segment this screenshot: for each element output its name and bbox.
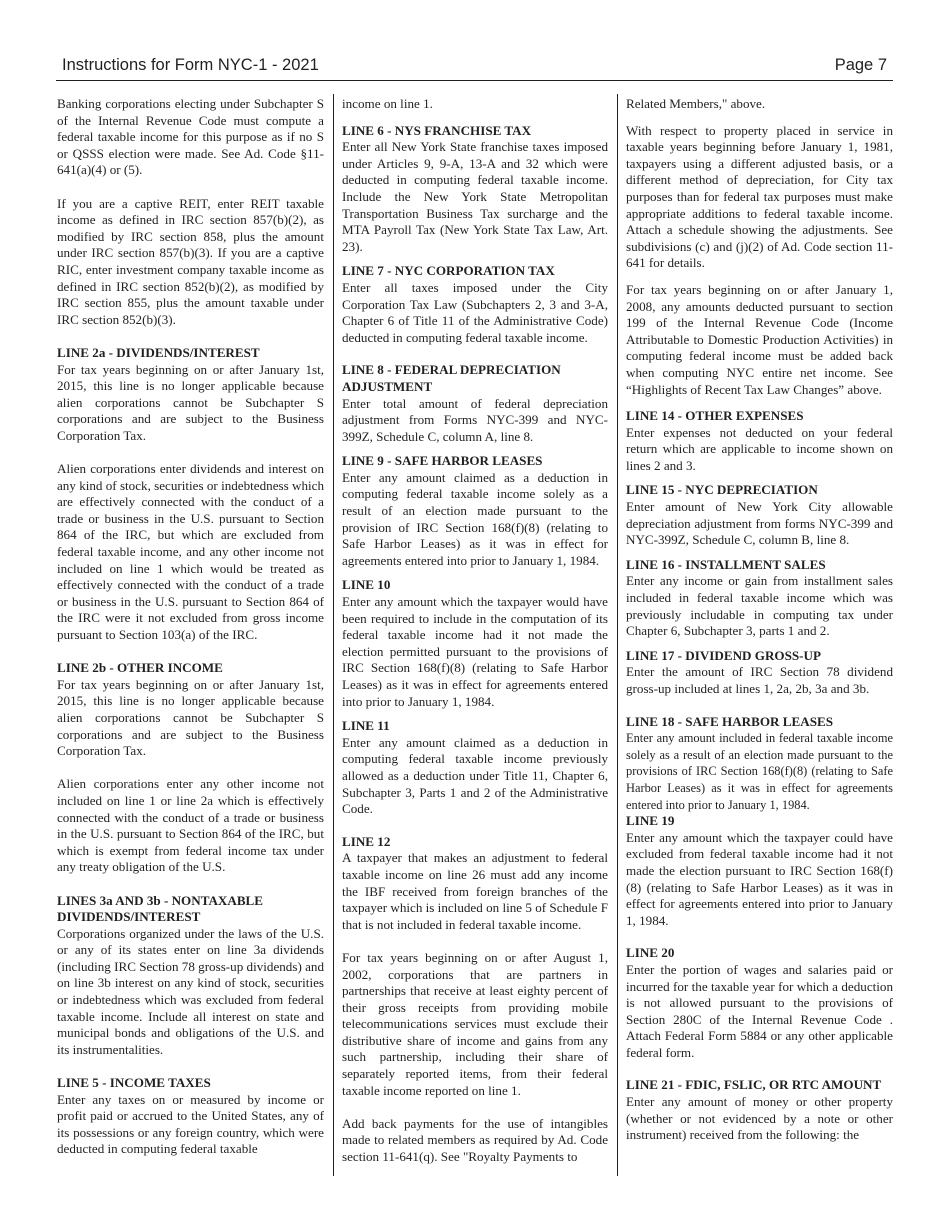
section-heading: LINE 15 - NYC DEPRECIATION (626, 482, 818, 498)
paragraph: Enter any amount which the taxpayer would have been required to include in the computation of its federal taxable income had it not made the election permitted pursuant to the provisions of IRC Section 168(f)(8) (relating to Safe Harbor Leases) as it was in effect for agreements entered into prior to January 1, 1984. (342, 594, 608, 709)
section-lines-3a-3b (57, 893, 324, 1059)
paragraph: Enter any amount which the taxpayer could have excluded from federal taxable income had it not made the election pursuant to IRC Section 168(f)(8) (relating to Safe Harbor Leases) as it was in effect for agreements entered into prior to January 1, 1984. (626, 829, 893, 928)
section-line-16 (626, 557, 893, 640)
paragraph: If you are a captive REIT, enter REIT taxable income as defined in IRC section 857(b)(2), as modified by IRC section 858, plus the amount under IRC section 857(b)(3). If you are a captive RIC, enter investment company taxable income as defined in IRC section 852(b)(2), as modified by IRC section 855, plus the amount taxable under IRC section 852(b)(3). (57, 195, 324, 327)
paragraph: Enter any amount included in federal taxable income solely as a result of an election made pursuant to the provisions of IRC Section 168(f)(8) (relating to Safe Harbor Leases) as it was in effect for agreements entered into prior to January 1, 1984. (626, 731, 893, 812)
paragraph: Corporations organized under the laws of the U.S. or any of its states enter on line 3a dividends (including IRC Section 78 gross-up dividends) and on line 3b interest on any kind of stock, securities or indebtedness which was excluded from federal taxable income. Include all interest on state and municipal bonds and obligations of the U.S. and its instrumentalities. (57, 925, 324, 1057)
paragraph: Enter any taxes on or measured by income or profit paid or accrued to the United States, any of its possessions or any foreign country, which were deducted in computing federal taxable (57, 1091, 324, 1157)
paragraph: Enter all taxes imposed under the City Corporation Tax Law (Subchapters 2, 3 and 3-A, Chapter 6 of Title 11 of the Administrative Code) deducted in computing federal taxable income. (342, 279, 608, 345)
paragraph: Enter expenses not deducted on your federal return which are applicable to income shown on lines 2 and 3. (626, 424, 893, 473)
paragraph: Related Members," above. (626, 96, 766, 111)
section-heading: LINE 18 - SAFE HARBOR LEASES (626, 713, 834, 729)
section-heading: LINE 10 (342, 577, 391, 593)
paragraph: Enter any income or gain from installment sales included in federal taxable income which was previously includable in computing tax under Chapter 6, Subchapter 3, parts 1 and 2. (626, 573, 893, 639)
form-title: Instructions for Form NYC-1 - 2021 (62, 56, 319, 74)
column-divider (333, 94, 334, 1176)
section-line-15 (626, 482, 893, 548)
paragraph: Add back payments for the use of intangibles made to related members as required by Ad. Code section 11-641(q). See "Royalty Payments to (342, 1115, 608, 1165)
section-heading: LINE 8 - FEDERAL DEPRECIATION ADJUSTMENT (342, 362, 561, 394)
paragraph: Banking corporations electing under Subchapter S of the Internal Revenue Code must compute a federal taxable income for this purpose as if no S or QSSS election were made. See Ad. Code §11-641(a)(4) or (5). (57, 96, 324, 178)
paragraph: Enter any amount of money or other property (whether or not evidenced by a note or other instrument) received from the following: the (626, 1094, 893, 1143)
paragraph: Enter any amount claimed as a deduction in computing federal taxable income solely as a result of an election made pursuant to the provision of IRC Section 168(f)(8) (relating to Safe Harbor Leases) as it was in effect for agreements entered into prior to January 1, 1984. (342, 469, 608, 568)
section-line-7 (342, 263, 608, 346)
section-heading: LINE 12 (342, 833, 391, 849)
section-heading: LINE 6 - NYS FRANCHISE TAX (342, 122, 532, 138)
section-line-11 (342, 718, 608, 818)
paragraph: For tax years beginning on or after August 1, 2002, corporations that are partners in partnerships that receive at least eighty percent of their gross receipts from providing mobile telecommunications services must exclude their distributive share of income and gains from any such partnership, including their share of separately reported items, from their federal taxable income reported on line 1. (342, 949, 608, 1098)
section-heading: LINE 5 - INCOME TAXES (57, 1075, 211, 1091)
paragraph: For tax years beginning on or after January 1st, 2015, this line is no longer applicable because alien corporations cannot be Subchapter S corporations and are subject to the Business Corporation Tax. (57, 361, 324, 443)
column-2 (342, 96, 608, 1174)
paragraph: With respect to property placed in service in taxable years beginning before January 1, 1981, taxpayers using a different adjusted basis, or a different method of depreciation, for City tax purposes than for federal tax purposes must make appropriate additions to federal taxable income. Attach a schedule showing the adjustments. See subdivisions (c) and (j)(2) of Ad. Code section 11-641 for details. (626, 122, 893, 271)
paragraph: Enter the portion of wages and salaries paid or incurred for the taxable year for which a deduction is not allowed pursuant to the provisions of Section 280C of the Internal Revenue Code . Attach Federal Form 5884 or any other applicable federal form. (626, 961, 893, 1060)
section-heading: LINE 7 - NYC CORPORATION TAX (342, 263, 555, 279)
section-heading: LINES 3a AND 3b - NONTAXABLE DIVIDENDS/INTEREST (57, 892, 264, 925)
paragraph: Alien corporations enter dividends and interest on any kind of stock, securities or indebtedness which are effectively connected with the conduct of a trade or business in the U.S. pursuant to Section 864 of the IRC, but which are excluded from federal taxable income, and any other income not included on line 1 which would be treated as effectively connected with the conduct of a trade or business in the U.S. pursuant to Section 864 of the IRC were it not excluded from gross income pursuant to Section 103(a) of the IRC. (57, 461, 324, 642)
section-heading: LINE 21 - FDIC, FSLIC, OR RTC AMOUNT (626, 1077, 882, 1093)
section-line-2b (57, 660, 324, 876)
section-heading: LINE 2a - DIVIDENDS/INTEREST (57, 344, 260, 360)
section-heading: LINE 2b - OTHER INCOME (57, 660, 223, 676)
section-line-18 (626, 714, 893, 814)
paragraph: Enter amount of New York City allowable depreciation adjustment from forms NYC-399 and NYC-399Z, Schedule C, column B, line 8. (626, 499, 893, 548)
section-heading: LINE 17 - DIVIDEND GROSS-UP (626, 647, 821, 663)
paragraph: income on line 1. (342, 96, 433, 111)
section-line-2a (57, 345, 324, 644)
section-heading: LINE 16 - INSTALLMENT SALES (626, 556, 826, 572)
section-heading: LINE 19 (626, 813, 675, 829)
page-number: Page 7 (834, 56, 887, 74)
column-1 (57, 96, 324, 1166)
section-line-10 (342, 577, 608, 710)
section-line-17 (626, 648, 893, 698)
paragraph: For tax years beginning on or after January 1, 2008, any amounts deducted pursuant to section 199 of the Internal Revenue Code (Income Attributable to Domestic Production Activities) in computing federal income must be added back when computing NYC entire net income. See “Highlights of Recent Tax Law Changes” above. (626, 281, 893, 397)
column-3 (626, 96, 893, 1152)
paragraph: Enter all New York State franchise taxes imposed under Articles 9, 9-A, 13-A and 32 which were deducted in computing federal taxable income. Include the New York State Metropolitan Transportation Business Tax surcharge and the MTA Payroll Tax (New York State Tax Law, Art. 23). (342, 139, 608, 254)
section-line-12 (342, 834, 608, 1166)
paragraph: For tax years beginning on or after January 1st, 2015, this line is no longer applicable because alien corporations cannot be Subchapter S corporations and are subject to the Business Corporation Tax. (57, 676, 324, 759)
section-line-5 (57, 1075, 324, 1158)
section-heading: LINE 20 (626, 945, 675, 961)
section-line-14 (626, 408, 893, 474)
section-heading: LINE 9 - SAFE HARBOR LEASES (342, 453, 543, 469)
section-line-6 (342, 123, 608, 256)
section-line-21 (626, 1077, 893, 1143)
section-heading: LINE 11 (342, 718, 390, 734)
section-line-8 (342, 362, 608, 445)
paragraph: Enter total amount of federal depreciation adjustment from Forms NYC-399 and NYC-399Z, Schedule C, column A, line 8. (342, 395, 608, 444)
section-heading: LINE 14 - OTHER EXPENSES (626, 408, 804, 424)
section-line-20 (626, 945, 893, 1061)
page-header (56, 54, 893, 81)
section-line-19 (626, 813, 893, 929)
paragraph: Enter the amount of IRC Section 78 dividend gross-up included at lines 1, 2a, 2b, 3a and 3b. (626, 664, 893, 696)
paragraph: Enter any amount claimed as a deduction in computing federal taxable income previously allowed as a deduction under Title 11, Chapter 6, Subchapter 3, Parts 1 and 2 of the Administrative Code. (342, 734, 608, 817)
column-divider (617, 94, 618, 1176)
paragraph: Alien corporations enter any other income not included on line 1 or line 2a which is effectively connected with the conduct of a trade or business in the U.S. pursuant to Section 864 of the IRC, but which is exempt from federal income tax under any treaty obligation of the U.S. (57, 776, 324, 875)
paragraph: A taxpayer that makes an adjustment to federal taxable income on line 26 must add any income the IBF received from foreign branches of the taxpayer which is included on line 5 of Schedule F that is not included in federal taxable income. (342, 850, 608, 932)
section-line-9 (342, 453, 608, 569)
